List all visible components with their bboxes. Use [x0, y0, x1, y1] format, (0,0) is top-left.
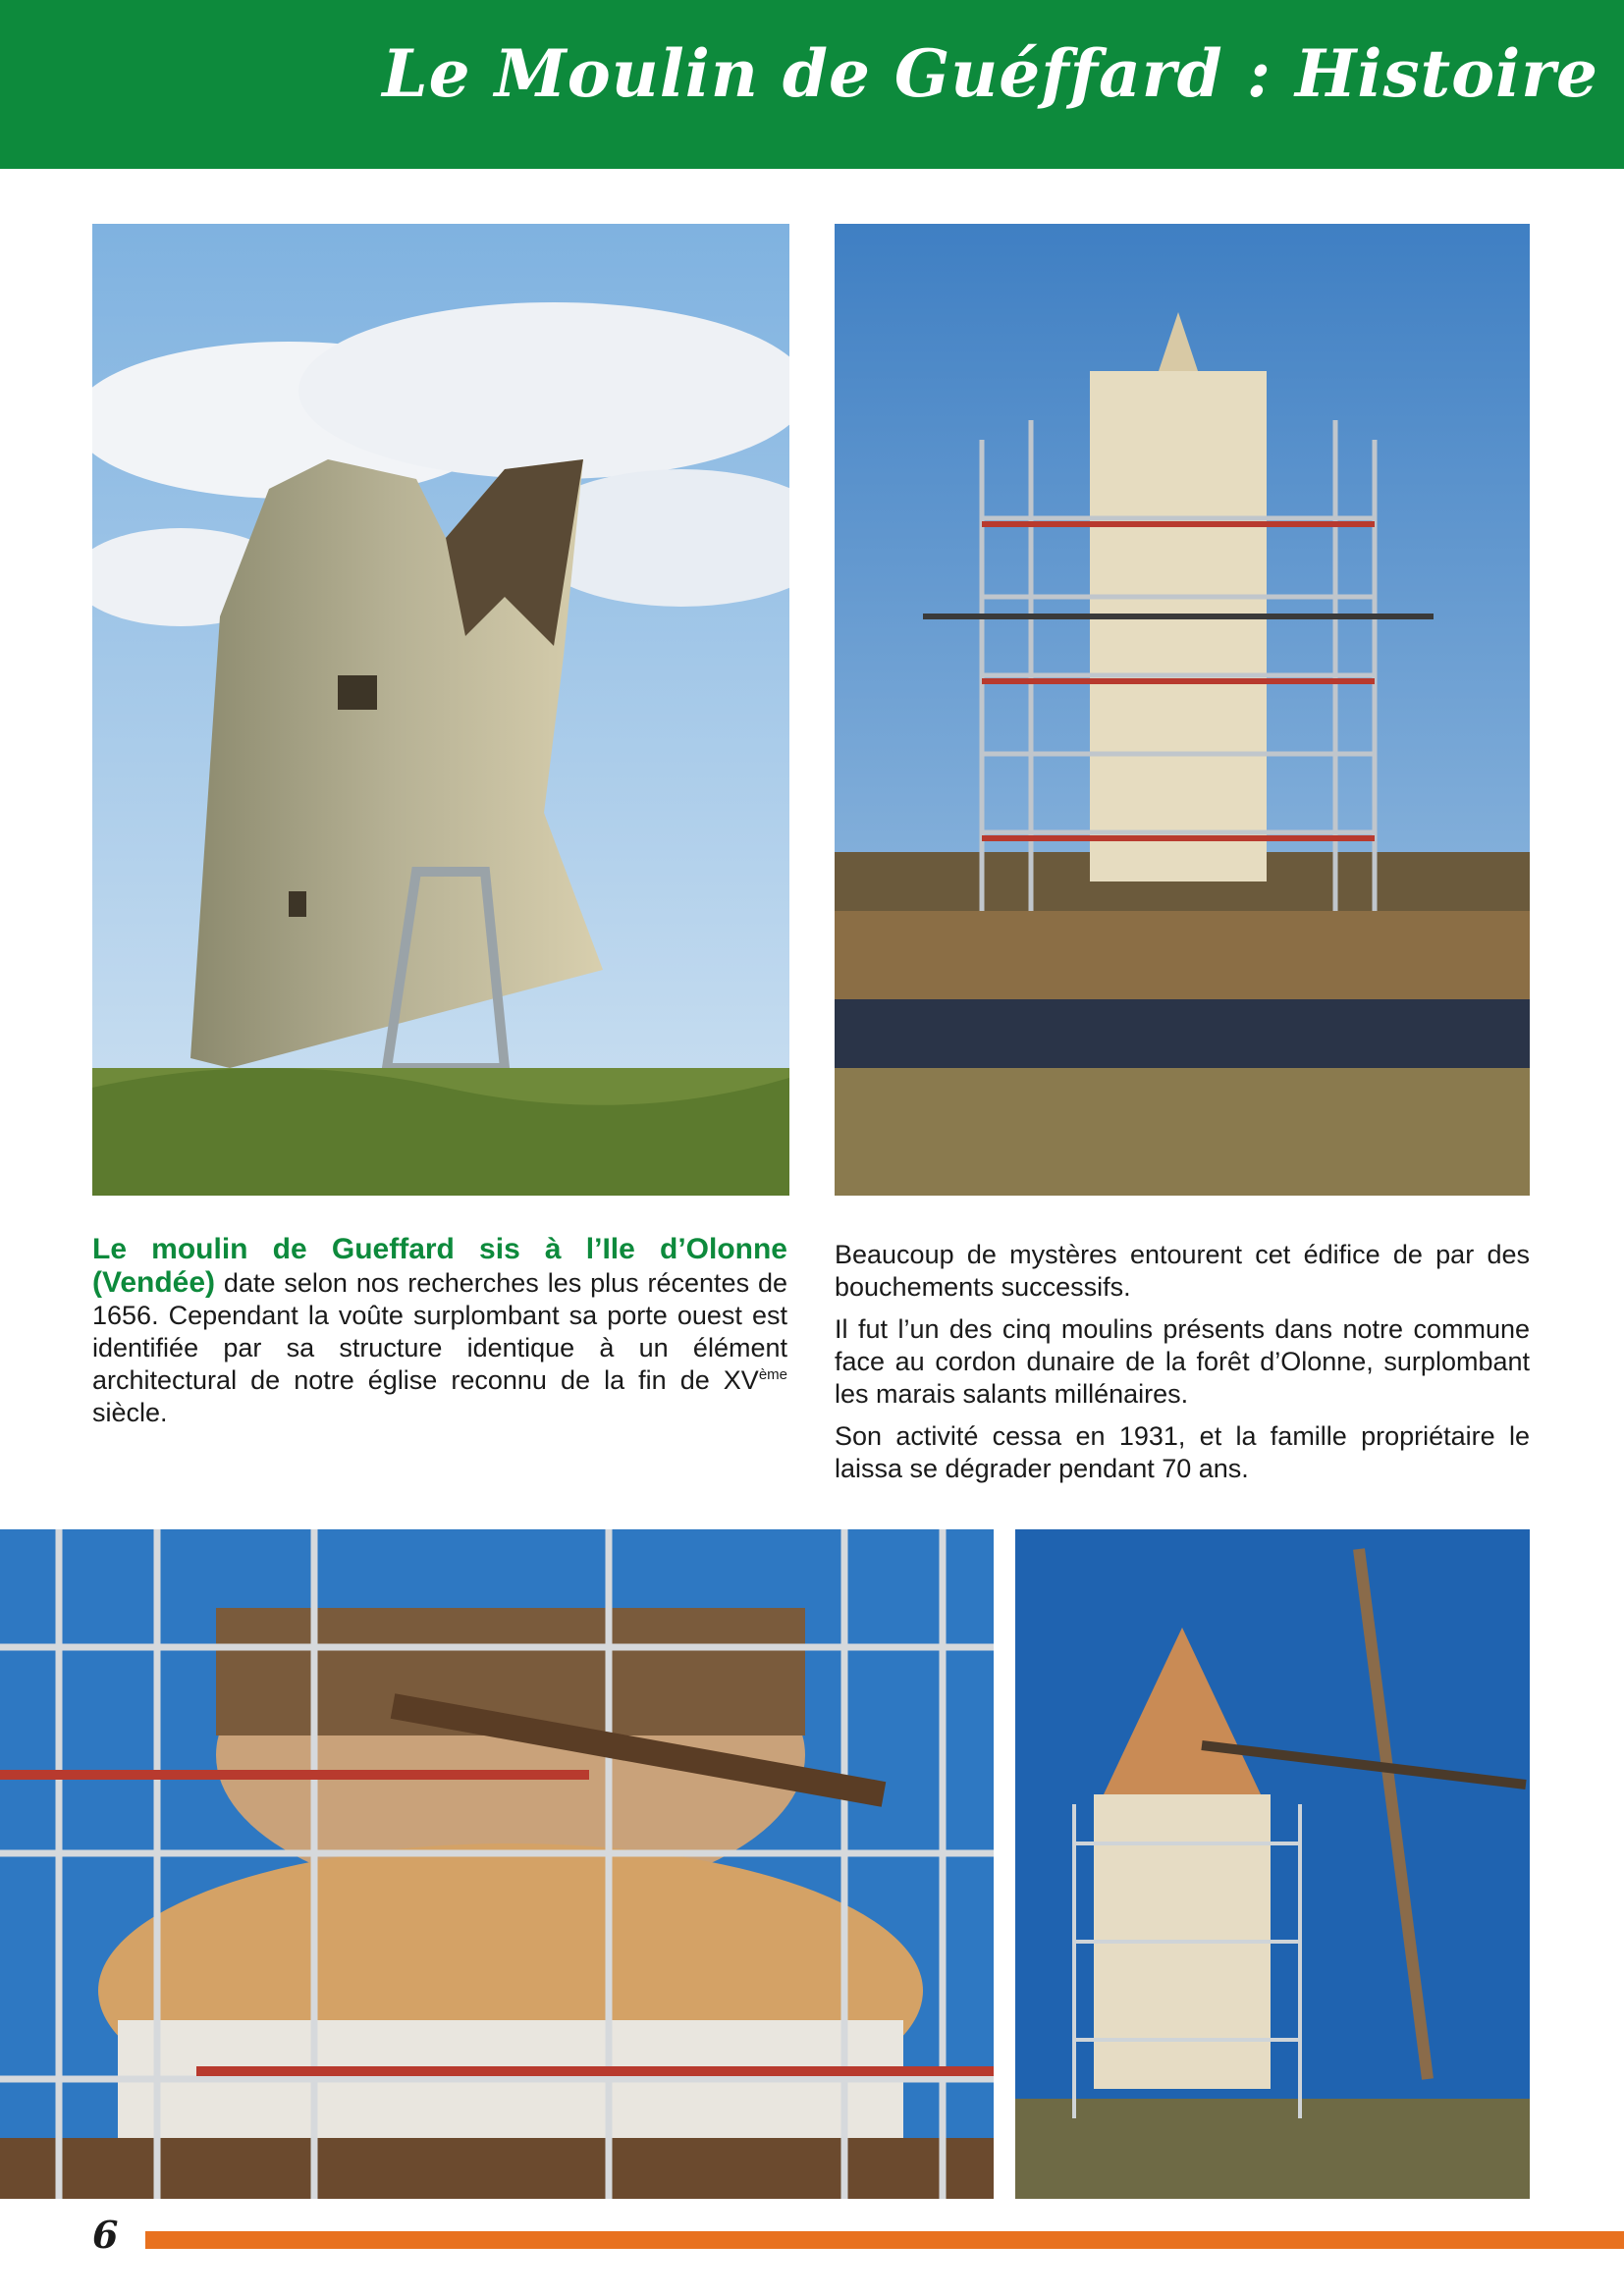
footer-bar [145, 2231, 1624, 2249]
photo-roof-frame [1015, 1529, 1530, 2199]
right-paragraph-3: Son activité cessa en 1931, et la famille propriétaire le laissa se dégrader pendant 70 ans. [835, 1421, 1530, 1483]
right-paragraph-2: Il fut l’un des cinq moulins présents dans notre commune face au cordon dunaire de la forêt d’Olonne, surplombant les marais salants millénaires. [835, 1314, 1530, 1409]
photo-scaffold [835, 224, 1530, 1196]
photo-roof-detail [0, 1529, 994, 2199]
header-banner [0, 0, 1624, 169]
photo-ruin [92, 224, 789, 1196]
lead-text: Le moulin de Gueffard sis à l’Ile d’Olonne (Vendée) [92, 1233, 787, 1299]
right-paragraph-1: Beaucoup de mystères entourent cet édifice de par des bouchements successifs. [835, 1240, 1530, 1302]
left-body-text: date selon nos recherches les plus récentes de 1656. Cependant la voûte surplombant sa porte ouest est identifiée par sa structure identique à un élément architectural de notre église reconnu de la fin de XV [92, 1268, 787, 1395]
page-title: Le Moulin de Guéffard : Histoire [382, 35, 1598, 112]
right-text-column [835, 1239, 1530, 1495]
century-superscript: ème [758, 1366, 787, 1383]
page-number: 6 [92, 2213, 119, 2257]
left-tail-text: siècle. [92, 1398, 168, 1427]
left-text-column [92, 1233, 787, 1439]
